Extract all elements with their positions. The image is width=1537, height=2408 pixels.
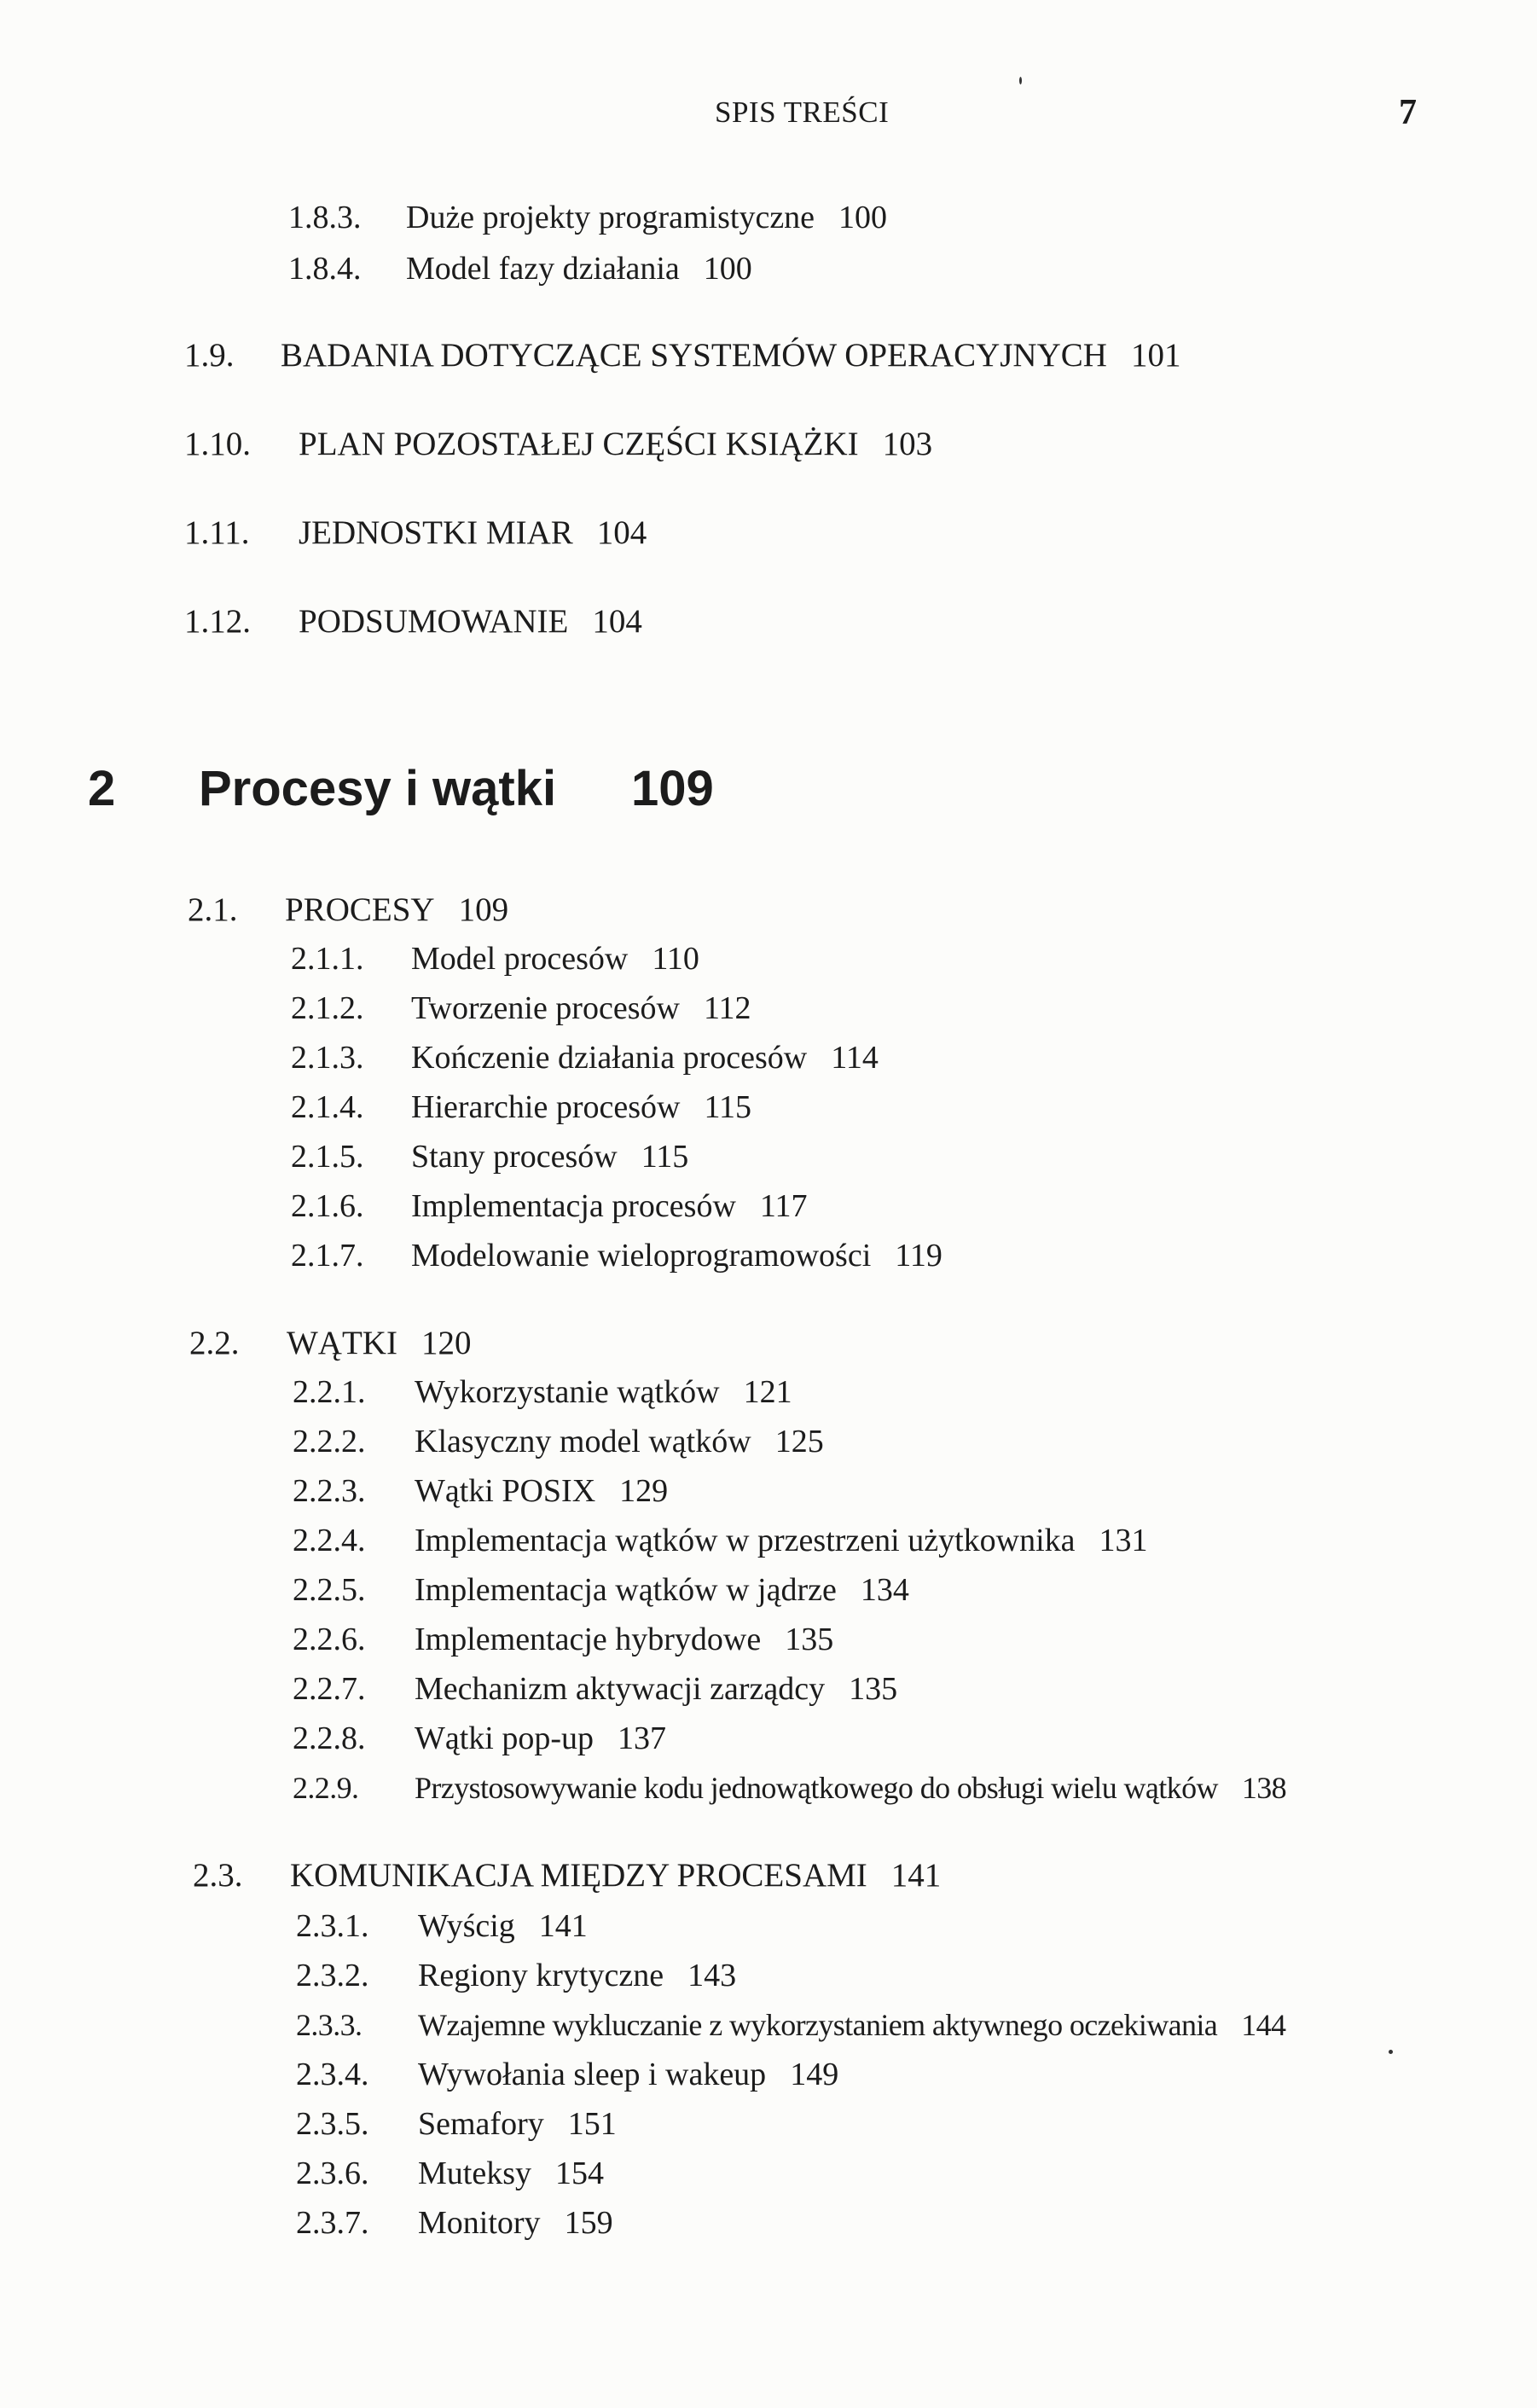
- toc-entry-title: Wywołania sleep i wakeup: [418, 2057, 767, 2092]
- toc-entry-title: Regiony krytyczne: [418, 1958, 664, 1993]
- toc-entry-title: Modelowanie wieloprogramowości: [411, 1238, 872, 1274]
- toc-entry-number: 2.2.4.: [293, 1523, 366, 1558]
- running-head-title: SPIS TREŚCI: [715, 96, 890, 129]
- toc-section-page: 104: [592, 603, 642, 640]
- toc-entry-number: 1.8.3.: [288, 200, 362, 235]
- toc-entry-number: 2.1.1.: [291, 941, 364, 977]
- toc-entry-title: Klasyczny model wątków: [415, 1424, 751, 1459]
- toc-entry-page: 143: [687, 1958, 737, 1993]
- toc-entry-number: 2.2.8.: [293, 1720, 366, 1756]
- toc-entry-title: Wykorzystanie wątków: [415, 1374, 720, 1410]
- toc-entry-number: 2.1.4.: [291, 1089, 364, 1125]
- toc-entry-number: 2.1.2.: [291, 990, 364, 1026]
- toc-section-title: KOMUNIKACJA MIĘDZY PROCESAMI: [290, 1857, 867, 1894]
- toc-entry-number: 1.8.4.: [288, 251, 362, 287]
- toc-entry-page: 114: [831, 1040, 879, 1076]
- toc-entry-number: 2.2.5.: [293, 1572, 366, 1608]
- toc-entry-title: Stany procesów: [411, 1139, 618, 1175]
- toc-entry-page: 119: [895, 1238, 942, 1274]
- toc-entry-title: Implementacja wątków w przestrzeni użytkownika: [415, 1523, 1076, 1558]
- toc-entry-page: 110: [652, 941, 699, 977]
- toc-entry-number: 2.3.1.: [296, 1908, 369, 1944]
- toc-entry-title: Wątki pop-up: [415, 1720, 594, 1756]
- toc-entry-title: Muteksy: [418, 2156, 531, 2191]
- toc-entry-page: 115: [641, 1139, 689, 1175]
- toc-entry-page: 100: [838, 200, 888, 235]
- toc-entry-page: 131: [1099, 1523, 1148, 1558]
- toc-entry-page: 134: [860, 1572, 909, 1608]
- toc-entry-page: 117: [759, 1188, 808, 1224]
- toc-entry-page: 141: [538, 1908, 588, 1944]
- toc-section-title: PROCESY: [285, 891, 435, 928]
- toc-entry-title: Tworzenie procesów: [411, 990, 680, 1026]
- toc-entry-number: 2.2.1.: [293, 1374, 366, 1410]
- toc-section-number: 1.9.: [184, 337, 235, 374]
- toc-entry-number: 2.3.7.: [296, 2205, 369, 2241]
- toc-entry-page: 129: [619, 1473, 669, 1509]
- toc-entry-page: 135: [785, 1622, 834, 1657]
- toc-section-page: 109: [458, 891, 509, 928]
- chapter-page: 109: [631, 761, 714, 816]
- toc-entry-number: 2.3.6.: [296, 2156, 369, 2191]
- toc-entry-page: 154: [555, 2156, 604, 2191]
- toc-entry-page: 100: [703, 251, 752, 287]
- toc-section-number: 2.1.: [188, 891, 238, 928]
- toc-section-page: 120: [420, 1325, 472, 1361]
- toc-entry-page: 121: [743, 1374, 792, 1410]
- toc-section-number: 1.10.: [184, 426, 251, 462]
- toc-entry-title: Implementacja wątków w jądrze: [415, 1572, 837, 1608]
- toc-section-number: 2.2.: [189, 1325, 240, 1361]
- toc-entry-title: Semafory: [418, 2106, 544, 2142]
- toc-section-title: JEDNOSTKI MIAR: [299, 514, 573, 551]
- toc-section-title: PLAN POZOSTAŁEJ CZĘŚCI KSIĄŻKI: [299, 426, 859, 462]
- toc-entry-title: Model procesów: [411, 941, 629, 977]
- toc-section-title: BADANIA DOTYCZĄCE SYSTEMÓW OPERACYJNYCH: [281, 337, 1107, 374]
- toc-section-number: 1.12.: [184, 603, 251, 640]
- toc-entry-page: 115: [704, 1089, 752, 1125]
- toc-entry-number: 2.2.9.: [293, 1771, 359, 1805]
- toc-entry-title: Hierarchie procesów: [411, 1089, 681, 1125]
- toc-entry-page: 149: [790, 2057, 839, 2092]
- chapter-number: 2: [88, 761, 116, 816]
- toc-entry-title: Duże projekty programistyczne: [406, 200, 815, 235]
- toc-entry-title: Wzajemne wykluczanie z wykorzystaniem aktywnego oczekiwania: [418, 2008, 1218, 2042]
- toc-entry-number: 2.1.7.: [291, 1238, 364, 1274]
- toc-section-page: 101: [1130, 337, 1181, 374]
- toc-entry-title: Mechanizm aktywacji zarządcy: [415, 1671, 826, 1707]
- toc-section-number: 1.11.: [184, 514, 250, 551]
- toc-section-title: PODSUMOWANIE: [299, 603, 569, 640]
- toc-entry-title: Kończenie działania procesów: [411, 1040, 808, 1076]
- toc-entry-page: 138: [1241, 1771, 1287, 1805]
- toc-entry-number: 2.2.7.: [293, 1671, 366, 1707]
- toc-entry-page: 137: [618, 1720, 667, 1756]
- toc-entry-title: Wątki POSIX: [415, 1473, 596, 1509]
- toc-entry-title: Monitory: [418, 2205, 541, 2241]
- toc-entry-number: 2.1.3.: [291, 1040, 364, 1076]
- toc-entry-number: 2.3.4.: [296, 2057, 369, 2092]
- toc-entry-page: 112: [703, 990, 751, 1026]
- toc-entry-number: 2.2.6.: [293, 1622, 366, 1657]
- toc-section-page: 141: [890, 1857, 942, 1894]
- toc-section-title: WĄTKI: [287, 1325, 397, 1361]
- toc-section-page: 103: [882, 426, 933, 462]
- toc-entry-number: 2.2.3.: [293, 1473, 366, 1509]
- page-number: 7: [1399, 93, 1417, 132]
- toc-entry-number: 2.1.6.: [291, 1188, 364, 1224]
- toc-entry-title: Model fazy działania: [406, 251, 680, 287]
- toc-entry-page: 144: [1241, 2008, 1286, 2042]
- toc-entry-number: 2.3.5.: [296, 2106, 369, 2142]
- toc-entry-page: 151: [567, 2106, 617, 2142]
- chapter-title: Procesy i wątki: [199, 761, 557, 816]
- toc-entry-title: Przystosowywanie kodu jednowątkowego do obsługi wielu wątków: [415, 1771, 1218, 1805]
- toc-entry-title: Wyścig: [418, 1908, 515, 1944]
- toc-entry-title: Implementacja procesów: [411, 1188, 736, 1224]
- toc-entry-page: 159: [564, 2205, 613, 2241]
- toc-section-page: 104: [596, 514, 647, 551]
- print-speck: [1389, 2050, 1393, 2054]
- toc-entry-title: Implementacje hybrydowe: [415, 1622, 762, 1657]
- toc-section-number: 2.3.: [193, 1857, 243, 1894]
- toc-entry-page: 135: [849, 1671, 898, 1707]
- toc-entry-number: 2.1.5.: [291, 1139, 364, 1175]
- toc-entry-page: 125: [774, 1424, 824, 1459]
- toc-entry-number: 2.2.2.: [293, 1424, 366, 1459]
- toc-entry-number: 2.3.2.: [296, 1958, 369, 1993]
- print-speck: [1019, 77, 1022, 84]
- toc-entry-number: 2.3.3.: [296, 2008, 362, 2042]
